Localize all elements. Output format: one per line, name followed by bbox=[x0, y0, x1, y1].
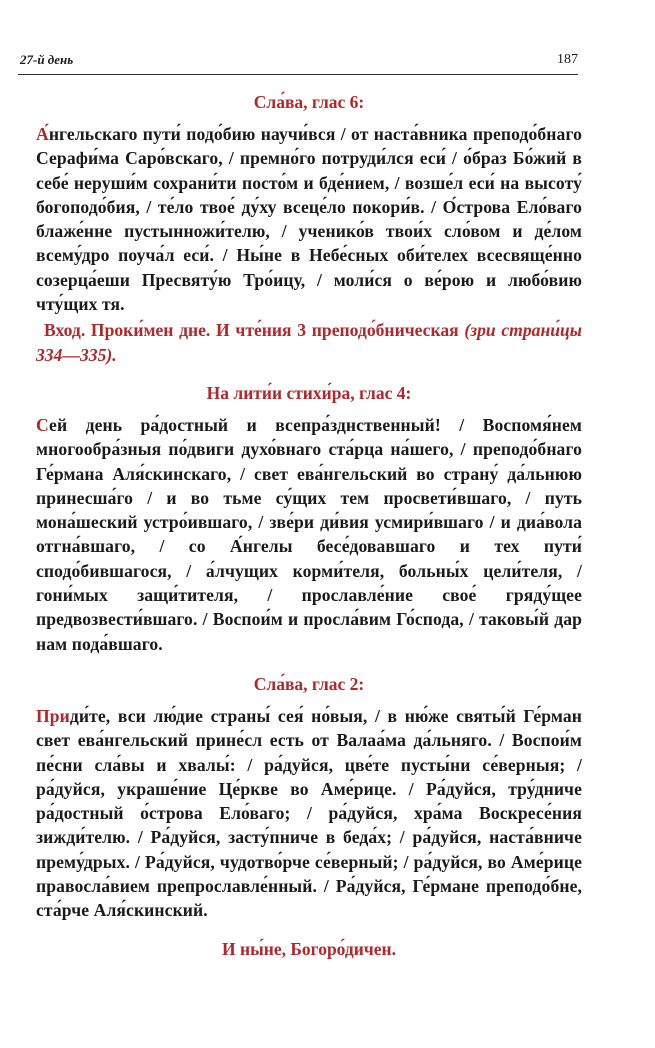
hymn-text: ди́те, вси лю́дие страны́ сея́ но́выя, / в ню́же святы́й Ге́рман свет ева́нгельский прине́сл есть от Валаа́ма да́льняго. / Воспои́м пе́сни сла́вы и хвалы́: / ра́дуйся, цве́те пусты́ни се́верныя; / ра́дуйся, украше́ние Це́ркве во Аме́рице. / Ра́дуйся, тру́дниче ра́достный о́строва Ело́ваго; / ра́дуйся, хра́ма Воскресе́ния зижди́телю. / Ра́дуйся, засту́пниче в беда́х; / ра́дуйся, наста́вниче прему́дрых. / Ра́дуйся, чудотво́рче се́верный; / ра́дуйся, во Аме́рице правосла́вием препрославле́нный. / Ра́дуйся, Ге́рмане преподо́бне, ста́рче Аля́скинский. bbox=[36, 705, 582, 921]
section-title-litiya: На лити́и стихи́ра, глас 4: bbox=[206, 382, 412, 403]
hymn-slava-6 bbox=[36, 122, 582, 316]
hymn-text: нгельскаго пути́ подо́бию научи́вся / от наста́вника преподо́бнаго Серафи́ма Саро́вскаго, / премно́го потруди́лся еси́ / о́браз Бо́жий в себе́ неруши́м сохрани́ти посто́м и бде́нием, / возше́л еси́ на высоту́ богоподо́бия, / те́ло твое́ ду́ху всеце́ло покори́в. / О́строва Ело́ваго блаже́нне пустынножи́телю, / ученико́в твои́х сло́вом и де́лом всему́дро поуча́л еси́. / Ны́не в Небе́сных оби́телех всесвяще́нно созерца́еши Пресвяту́ю Тро́ицу, / моли́ся о ве́рою и любо́вию чту́щих тя. bbox=[36, 124, 582, 315]
hymn-slava-2 bbox=[36, 704, 582, 923]
drop-capital: При bbox=[36, 705, 70, 726]
section-title-slava-2: Сла́ва, глас 2: bbox=[253, 673, 365, 694]
rubric-text: Вход. Проки́мен дне. И чте́ния 3 преподо́бническая bbox=[44, 320, 459, 341]
rubric-vhod bbox=[36, 318, 582, 367]
page-header bbox=[18, 52, 578, 75]
page-content bbox=[36, 90, 582, 969]
drop-capital: А́ bbox=[36, 124, 49, 144]
hymn-litiya bbox=[36, 413, 582, 656]
rubric-page-reference: (зри страни́цы 334—335). bbox=[36, 320, 582, 365]
hymn-text: ей день ра́достный и всепра́зднственный! / Воспомя́нем многообра́зныя по́двиги духо́внаго ста́рца на́шего, / преподо́бнаго Ге́рмана Аля́скинскаго, / свет ева́нгельский во страну́ да́льнюю принесша́го / и во тьме су́щих тем просвети́вшаго, / путь мона́шеский устро́ившаго, / зве́ри ди́вия усмири́вшаго / и диа́вола отгна́вшаго, / со А́нгелы бесе́довавшаго и тех пути́ сподо́бившагося, / а́лчущих корми́теля, больны́х цели́теля, / гони́мых защи́тителя, / прославле́ние свое́ гряду́щее предвозвести́вшаго. / Воспои́м и просла́вим Го́спода, / таковы́й дар нам пода́вшаго. bbox=[36, 414, 582, 654]
drop-capital: С bbox=[36, 414, 50, 435]
running-head: 27-й день bbox=[20, 52, 74, 67]
page-number: 187 bbox=[557, 52, 578, 67]
section-title-bogorodichen: И ны́не, Богоро́дичен. bbox=[222, 938, 396, 959]
section-title-slava-6: Сла́ва, глас 6: bbox=[253, 92, 365, 112]
